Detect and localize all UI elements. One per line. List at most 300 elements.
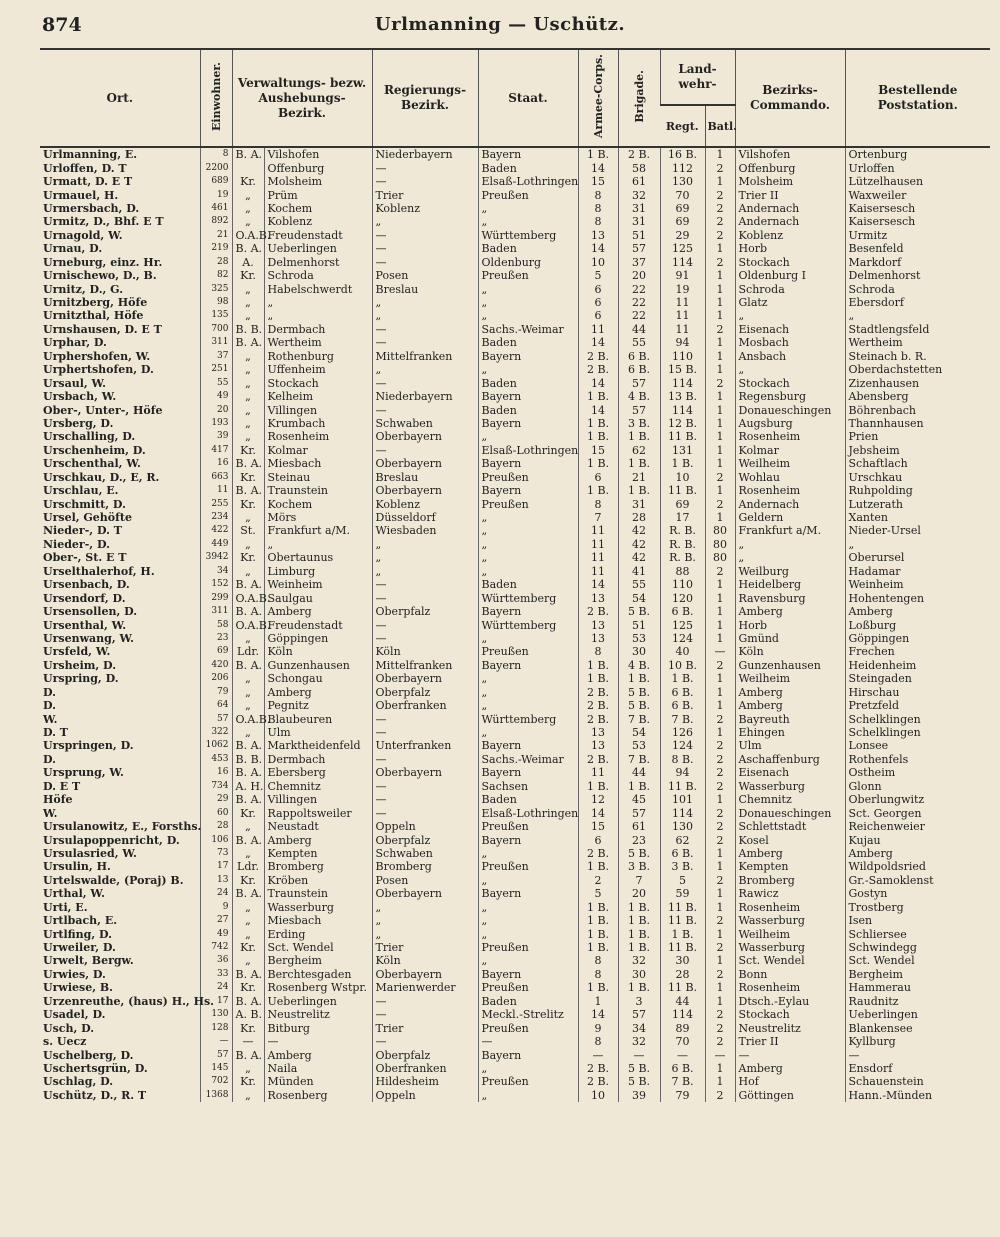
cell-batl: 2: [705, 376, 735, 389]
cell-batl: 2: [705, 471, 735, 484]
cell-post: Pretzfeld: [845, 699, 990, 712]
cell-staat: Bayern: [478, 766, 578, 779]
cell-armee: 1 B.: [578, 390, 618, 403]
cell-bezcommando: Ulm: [735, 739, 845, 752]
cell-bezcommando: „: [735, 309, 845, 322]
cell-typ: Kr.: [232, 444, 264, 457]
cell-armee: 1 B.: [578, 901, 618, 914]
cell-post: Abensberg: [845, 390, 990, 403]
cell-regbezirk: —: [372, 1008, 478, 1021]
cell-batl: 2: [705, 323, 735, 336]
cell-armee: 13: [578, 726, 618, 739]
table-row: [40, 753, 990, 766]
cell-post: Schelklingen: [845, 726, 990, 739]
cell-regbezirk: Düsseldorf: [372, 511, 478, 524]
cell-post: Sct. Georgen: [845, 806, 990, 819]
cell-armee: 8: [578, 645, 618, 658]
cell-batl: 1: [705, 444, 735, 457]
cell-post: Urschkau: [845, 471, 990, 484]
cell-bezcommando: Wohlau: [735, 471, 845, 484]
cell-verwaltung: Habelschwerdt: [264, 282, 372, 295]
cell-batl: 1: [705, 296, 735, 309]
table-row: [40, 995, 990, 1008]
cell-armee: 6: [578, 282, 618, 295]
cell-einwohner: 702: [200, 1075, 232, 1088]
cell-einwohner: 106: [200, 833, 232, 846]
cell-regbezirk: Oberfranken: [372, 1062, 478, 1075]
cell-regt: 11 B.: [660, 484, 705, 497]
cell-staat: Baden: [478, 242, 578, 255]
cell-staat: Sachs.-Weimar: [478, 753, 578, 766]
cell-staat: Bayern: [478, 659, 578, 672]
cell-regt: 5: [660, 874, 705, 887]
cell-post: Ebersdorf: [845, 296, 990, 309]
cell-regt: 11 B.: [660, 981, 705, 994]
cell-armee: 10: [578, 256, 618, 269]
table-row: [40, 538, 990, 551]
cell-typ: „: [232, 901, 264, 914]
cell-bezcommando: Kolmar: [735, 444, 845, 457]
cell-typ: „: [232, 686, 264, 699]
table-row: [40, 376, 990, 389]
cell-post: Lonsee: [845, 739, 990, 752]
cell-ort: Uschertsgrün, D.: [43, 1061, 148, 1075]
cell-ort: Ursulanowitz, E., Forsths.: [43, 820, 202, 834]
cell-bezcommando: Heidelberg: [735, 578, 845, 591]
cell-regt: 12 B.: [660, 417, 705, 430]
cell-regt: 110: [660, 578, 705, 591]
cell-brigade: 2 B.: [618, 147, 660, 161]
cell-staat: Oldenburg: [478, 256, 578, 269]
table-row: [40, 968, 990, 981]
cell-einwohner: 3942: [200, 551, 232, 564]
cell-verwaltung: Bromberg: [264, 860, 372, 873]
cell-regbezirk: Breslau: [372, 282, 478, 295]
table-row: [40, 1035, 990, 1048]
cell-bezcommando: Andernach: [735, 202, 845, 215]
cell-regt: 11 B.: [660, 780, 705, 793]
cell-regbezirk: Köln: [372, 645, 478, 658]
col-regt: Regt.: [660, 105, 705, 147]
cell-einwohner: 17: [200, 995, 232, 1008]
cell-typ: O.A.B.: [232, 229, 264, 242]
cell-staat: Bayern: [478, 417, 578, 430]
table-row: [40, 511, 990, 524]
cell-typ: Kr.: [232, 1021, 264, 1034]
cell-batl: 2: [705, 968, 735, 981]
cell-bezcommando: Wasserburg: [735, 914, 845, 927]
cell-regbezirk: Wiesbaden: [372, 524, 478, 537]
cell-ort: Ursenthal, W.: [43, 618, 127, 632]
cell-regbezirk: Trier: [372, 188, 478, 201]
cell-bezcommando: Amberg: [735, 847, 845, 860]
cell-brigade: 57: [618, 376, 660, 389]
cell-regt: 112: [660, 161, 705, 174]
cell-verwaltung: Köln: [264, 645, 372, 658]
cell-batl: 2: [705, 659, 735, 672]
cell-post: „: [845, 538, 990, 551]
table-row: [40, 524, 990, 537]
cell-typ: Kr.: [232, 551, 264, 564]
cell-typ: B. A.: [232, 793, 264, 806]
cell-regt: 13 B.: [660, 390, 705, 403]
cell-regbezirk: —: [372, 793, 478, 806]
cell-ort: Uschelberg, D.: [43, 1048, 134, 1062]
cell-post: Hammerau: [845, 981, 990, 994]
cell-typ: „: [232, 820, 264, 833]
cell-staat: Preußen: [478, 1021, 578, 1034]
cell-regt: 30: [660, 954, 705, 967]
cell-verwaltung: Münden: [264, 1075, 372, 1088]
cell-staat: Sachsen: [478, 780, 578, 793]
cell-ort: Urschlau, E.: [43, 484, 119, 498]
cell-typ: A. H.: [232, 780, 264, 793]
cell-post: Steingaden: [845, 672, 990, 685]
cell-post: Reichenweier: [845, 820, 990, 833]
cell-staat: Bayern: [478, 739, 578, 752]
col-ort: Ort.: [40, 49, 200, 147]
cell-regbezirk: „: [372, 901, 478, 914]
cell-einwohner: 9: [200, 901, 232, 914]
cell-bezcommando: Andernach: [735, 497, 845, 510]
cell-ort: Urwies, D.: [43, 967, 106, 981]
cell-post: Kyllburg: [845, 1035, 990, 1048]
cell-ort: Urselthalerhof, H.: [43, 564, 155, 578]
cell-verwaltung: Amberg: [264, 1048, 372, 1061]
cell-armee: 2 B.: [578, 847, 618, 860]
cell-bezcommando: Gmünd: [735, 632, 845, 645]
table-row: [40, 927, 990, 940]
cell-post: Waxweiler: [845, 188, 990, 201]
cell-batl: 2: [705, 215, 735, 228]
cell-brigade: 5 B.: [618, 1075, 660, 1088]
cell-post: Jebsheim: [845, 444, 990, 457]
cell-bezcommando: Gunzenhausen: [735, 659, 845, 672]
cell-batl: 1: [705, 417, 735, 430]
cell-einwohner: 21: [200, 229, 232, 242]
cell-post: Isen: [845, 914, 990, 927]
cell-ort: Urspringen, D.: [43, 739, 134, 753]
cell-batl: 1: [705, 793, 735, 806]
cell-verwaltung: Miesbach: [264, 914, 372, 927]
cell-regt: 10 B.: [660, 659, 705, 672]
cell-ort: Uschütz, D., R. T: [43, 1088, 147, 1102]
cell-brigade: 5 B.: [618, 847, 660, 860]
cell-regt: 69: [660, 202, 705, 215]
cell-brigade: 7 B.: [618, 753, 660, 766]
table-row: [40, 1062, 990, 1075]
cell-armee: 6: [578, 309, 618, 322]
cell-brigade: 54: [618, 726, 660, 739]
cell-post: Prien: [845, 430, 990, 443]
cell-bezcommando: Molsheim: [735, 175, 845, 188]
cell-regbezirk: Trier: [372, 1021, 478, 1034]
cell-batl: 80: [705, 538, 735, 551]
table-row: [40, 175, 990, 188]
cell-brigade: 28: [618, 511, 660, 524]
cell-bezcommando: Amberg: [735, 605, 845, 618]
cell-typ: „: [232, 390, 264, 403]
cell-verwaltung: Kolmar: [264, 444, 372, 457]
cell-brigade: 1 B.: [618, 430, 660, 443]
table-row: [40, 712, 990, 725]
table-row: [40, 766, 990, 779]
cell-armee: 1 B.: [578, 659, 618, 672]
cell-verwaltung: Kochem: [264, 497, 372, 510]
cell-einwohner: 27: [200, 914, 232, 927]
cell-regt: 114: [660, 403, 705, 416]
page-header: [0, 14, 1000, 40]
cell-armee: 2 B.: [578, 605, 618, 618]
cell-bezcommando: „: [735, 363, 845, 376]
cell-armee: 15: [578, 820, 618, 833]
table-row: [40, 551, 990, 564]
cell-regt: 130: [660, 175, 705, 188]
cell-regbezirk: Oberpfalz: [372, 686, 478, 699]
cell-ort: s. Uecz: [43, 1035, 87, 1049]
cell-post: Sct. Wendel: [845, 954, 990, 967]
cell-brigade: 1 B.: [618, 780, 660, 793]
cell-einwohner: 34: [200, 565, 232, 578]
cell-batl: 1: [705, 430, 735, 443]
cell-bezcommando: Wasserburg: [735, 780, 845, 793]
cell-bezcommando: Köln: [735, 645, 845, 658]
cell-bezcommando: Rosenheim: [735, 484, 845, 497]
cell-einwohner: 325: [200, 282, 232, 295]
table-row: [40, 793, 990, 806]
table-row: [40, 632, 990, 645]
cell-regt: 89: [660, 1021, 705, 1034]
table-row: [40, 686, 990, 699]
table-row: [40, 444, 990, 457]
cell-brigade: 44: [618, 323, 660, 336]
cell-verwaltung: Frankfurt a/M.: [264, 524, 372, 537]
cell-post: Kujau: [845, 833, 990, 846]
cell-brigade: 5 B.: [618, 686, 660, 699]
cell-verwaltung: Berchtesgaden: [264, 968, 372, 981]
cell-armee: 13: [578, 591, 618, 604]
cell-bezcommando: Donaueschingen: [735, 806, 845, 819]
cell-regt: 91: [660, 269, 705, 282]
cell-post: Schelklingen: [845, 712, 990, 725]
cell-post: Amberg: [845, 605, 990, 618]
cell-brigade: 32: [618, 954, 660, 967]
col-bezcommando: Bezirks- Commando.: [735, 49, 845, 147]
cell-ort: Höfe: [43, 793, 73, 807]
cell-batl: 2: [705, 1021, 735, 1034]
cell-batl: 1: [705, 457, 735, 470]
cell-post: Schliersee: [845, 927, 990, 940]
cell-armee: 8: [578, 954, 618, 967]
cell-ort: Urtlfing, D.: [43, 927, 112, 941]
cell-verwaltung: Rosenberg Wstpr.: [264, 981, 372, 994]
cell-post: Weinheim: [845, 578, 990, 591]
cell-verwaltung: Saulgau: [264, 591, 372, 604]
cell-armee: 2 B.: [578, 686, 618, 699]
table-row: [40, 780, 990, 793]
cell-brigade: 31: [618, 202, 660, 215]
cell-ort: D.: [43, 685, 56, 699]
cell-staat: Bayern: [478, 1048, 578, 1061]
cell-ort: Nieder-, D.: [43, 537, 110, 551]
cell-verwaltung: Pegnitz: [264, 699, 372, 712]
cell-post: Göppingen: [845, 632, 990, 645]
table-row: [40, 256, 990, 269]
cell-regt: 19: [660, 282, 705, 295]
cell-post: Amberg: [845, 847, 990, 860]
cell-typ: B. A.: [232, 995, 264, 1008]
cell-regt: 11: [660, 309, 705, 322]
cell-ort: Urschalling, D.: [43, 430, 136, 444]
cell-verwaltung: Miesbach: [264, 457, 372, 470]
cell-regt: 28: [660, 968, 705, 981]
cell-armee: 15: [578, 175, 618, 188]
cell-batl: 80: [705, 524, 735, 537]
cell-regbezirk: —: [372, 632, 478, 645]
cell-staat: Baden: [478, 336, 578, 349]
cell-bezcommando: „: [735, 538, 845, 551]
cell-brigade: 44: [618, 766, 660, 779]
cell-staat: „: [478, 672, 578, 685]
cell-ort: Ursaul, W.: [43, 376, 107, 390]
col-armee: Armee-Corps.: [578, 49, 618, 147]
cell-post: Rothenfels: [845, 753, 990, 766]
cell-brigade: 1 B.: [618, 484, 660, 497]
cell-staat: „: [478, 914, 578, 927]
cell-typ: „: [232, 309, 264, 322]
cell-typ: Kr.: [232, 269, 264, 282]
cell-verwaltung: Neustadt: [264, 820, 372, 833]
cell-staat: Bayern: [478, 484, 578, 497]
cell-regt: 70: [660, 1035, 705, 1048]
cell-batl: 2: [705, 806, 735, 819]
cell-post: Kaisersesch: [845, 202, 990, 215]
cell-brigade: 41: [618, 565, 660, 578]
cell-typ: „: [232, 403, 264, 416]
cell-regt: 3 B.: [660, 860, 705, 873]
cell-regt: 11 B.: [660, 914, 705, 927]
cell-staat: Preußen: [478, 1075, 578, 1088]
cell-verwaltung: Göppingen: [264, 632, 372, 645]
cell-einwohner: 420: [200, 659, 232, 672]
cell-bezcommando: Mosbach: [735, 336, 845, 349]
col-staat: Staat.: [478, 49, 578, 147]
cell-verwaltung: Koblenz: [264, 215, 372, 228]
cell-bezcommando: „: [735, 551, 845, 564]
cell-regt: 114: [660, 256, 705, 269]
cell-ort: Urphar, D.: [43, 336, 107, 350]
cell-post: Hirschau: [845, 686, 990, 699]
cell-ort: Ursendorf, D.: [43, 591, 126, 605]
cell-staat: Preußen: [478, 471, 578, 484]
cell-armee: 11: [578, 766, 618, 779]
cell-regt: 11 B.: [660, 901, 705, 914]
table-row: [40, 430, 990, 443]
cell-brigade: 54: [618, 591, 660, 604]
cell-staat: Elsaß-Lothringen: [478, 444, 578, 457]
cell-regbezirk: Oberbayern: [372, 457, 478, 470]
cell-typ: B. A.: [232, 833, 264, 846]
cell-bezcommando: Ehingen: [735, 726, 845, 739]
cell-brigade: 57: [618, 1008, 660, 1021]
table-row: [40, 471, 990, 484]
cell-typ: B. A.: [232, 147, 264, 161]
table-row: [40, 147, 990, 161]
cell-regt: 120: [660, 591, 705, 604]
col-einwohner: Einwohner.: [200, 49, 232, 147]
cell-typ: O.A.B.: [232, 618, 264, 631]
cell-brigade: 21: [618, 471, 660, 484]
cell-einwohner: 19: [200, 188, 232, 201]
cell-staat: „: [478, 927, 578, 940]
cell-batl: 1: [705, 242, 735, 255]
cell-typ: [232, 161, 264, 174]
cell-bezcommando: Rosenheim: [735, 430, 845, 443]
cell-einwohner: 79: [200, 686, 232, 699]
cell-einwohner: 2200: [200, 161, 232, 174]
cell-regbezirk: —: [372, 780, 478, 793]
cell-staat: „: [478, 726, 578, 739]
cell-staat: Bayern: [478, 147, 578, 161]
table-row: [40, 874, 990, 887]
cell-post: Schauenstein: [845, 1075, 990, 1088]
cell-ort: Ursulin, H.: [43, 860, 111, 874]
cell-verwaltung: Stockach: [264, 376, 372, 389]
table-row: [40, 591, 990, 604]
cell-verwaltung: Wertheim: [264, 336, 372, 349]
cell-batl: 2: [705, 497, 735, 510]
cell-verwaltung: Villingen: [264, 793, 372, 806]
cell-post: Ensdorf: [845, 1062, 990, 1075]
cell-regbezirk: Oberbayern: [372, 430, 478, 443]
cell-ort: Ursulasried, W.: [43, 846, 137, 860]
cell-typ: O.A.B.: [232, 712, 264, 725]
cell-staat: Sachs.-Weimar: [478, 323, 578, 336]
cell-einwohner: 49: [200, 927, 232, 940]
cell-ort: Urnitz, D., G.: [43, 282, 124, 296]
cell-regbezirk: Oberbayern: [372, 484, 478, 497]
cell-verwaltung: Weinheim: [264, 578, 372, 591]
cell-post: Oberdachstetten: [845, 363, 990, 376]
cell-batl: 1: [705, 901, 735, 914]
cell-typ: Kr.: [232, 981, 264, 994]
cell-bezcommando: Sct. Wendel: [735, 954, 845, 967]
cell-typ: Kr.: [232, 941, 264, 954]
cell-brigade: 55: [618, 578, 660, 591]
cell-batl: 2: [705, 753, 735, 766]
cell-batl: 1: [705, 363, 735, 376]
cell-regt: 1 B.: [660, 927, 705, 940]
cell-ort: Uschlag, D.: [43, 1075, 114, 1089]
cell-staat: „: [478, 309, 578, 322]
cell-bezcommando: Stockach: [735, 256, 845, 269]
cell-brigade: 58: [618, 161, 660, 174]
cell-armee: 1: [578, 995, 618, 1008]
cell-armee: 14: [578, 161, 618, 174]
cell-post: Schroda: [845, 282, 990, 295]
cell-verwaltung: Freudenstadt: [264, 229, 372, 242]
cell-armee: 8: [578, 202, 618, 215]
cell-bezcommando: Ravensburg: [735, 591, 845, 604]
cell-armee: 1 B.: [578, 780, 618, 793]
cell-regbezirk: —: [372, 242, 478, 255]
cell-bezcommando: Horb: [735, 242, 845, 255]
cell-regt: 6 B.: [660, 847, 705, 860]
col-landwehr: Land- wehr-: [660, 49, 735, 105]
cell-batl: 1: [705, 981, 735, 994]
cell-ort: Urnischewo, D., B.: [43, 269, 157, 283]
cell-bezcommando: Bonn: [735, 968, 845, 981]
